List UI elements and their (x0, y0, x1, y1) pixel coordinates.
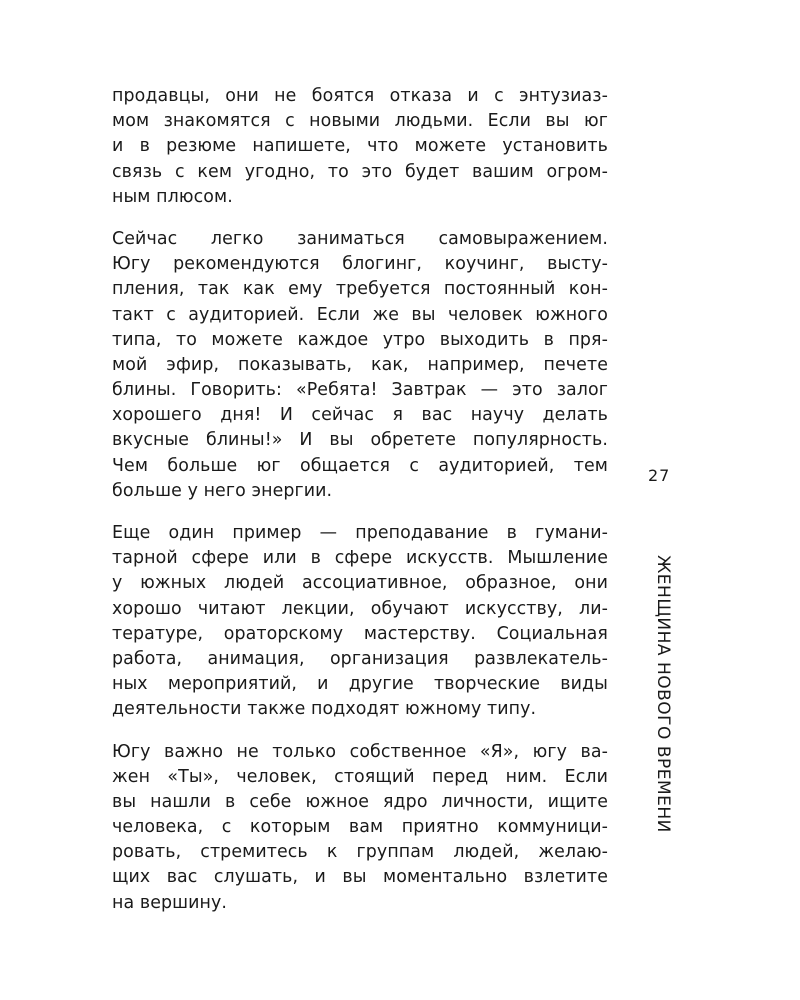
text-line: блины. Говорить: «Ребята! Завтрак — это залог (112, 380, 608, 401)
text-line: типа, то можете каждое утро выходить в пря- (112, 329, 608, 350)
text-line: мом знакомятся с новыми людьми. Если вы юг (112, 111, 608, 132)
paragraph-3 (112, 521, 608, 723)
text-line: тарной сфере или в сфере искусств. Мышление (112, 548, 608, 569)
text-line: Сейчас легко заниматься самовыражением. (112, 228, 608, 249)
page-number: 27 (648, 466, 671, 485)
text-line: ных мероприятий, и другие творческие виды (112, 674, 608, 695)
text-line: Югу важно не только собственное «Я», югу ва- (112, 741, 608, 762)
text-line: жен «Ты», человек, стоящий перед ним. Если (112, 766, 608, 787)
paragraph-2 (112, 227, 608, 504)
text-line: на вершину. (112, 892, 228, 913)
text-line: связь с кем угодно, то это будет вашим огром- (112, 161, 608, 182)
text-line: вкусные блины!» И вы обретете популярность. (112, 430, 608, 451)
text-line: деятельности также подходят южному типу. (112, 699, 537, 720)
text-line: Еще один пример — преподавание в гумани- (112, 523, 608, 543)
text-line: ровать, стремитесь к группам людей, желаю- (112, 842, 608, 863)
text-line: больше у него энергии. (112, 480, 333, 501)
text-line: вы нашли в себе южное ядро личности, ищите (112, 791, 608, 812)
text-line: тературе, ораторскому мастерству. Социальная (112, 623, 608, 644)
body-text (112, 84, 608, 933)
text-line: человека, с которым вам приятно коммуници- (112, 817, 608, 838)
text-line: такт с аудиторией. Если же вы человек южного (112, 304, 608, 325)
text-line: у южных людей ассоциативное, образное, они (112, 573, 608, 594)
text-line: продавцы, они не боятся отказа и с энтузиаз- (112, 86, 608, 106)
paragraph-1 (112, 84, 608, 210)
text-line: Югу рекомендуются блогинг, коучинг, высту- (112, 254, 608, 275)
text-line: мой эфир, показывать, как, например, печете (112, 354, 608, 375)
text-line: щих вас слушать, и вы моментально взлетите (112, 867, 608, 888)
text-line: работа, анимация, организация развлекатель- (112, 648, 608, 669)
text-line: и в резюме напишете, что можете установить (112, 136, 608, 157)
text-line: хорошо читают лекции, обучают искусству, ли- (112, 598, 608, 619)
text-line: Чем больше юг общается с аудиторией, тем (112, 455, 608, 476)
text-line: ным плюсом. (112, 186, 233, 207)
text-line: пления, так как ему требуется постоянный кон- (112, 279, 608, 300)
text-line: хорошего дня! И сейчас я вас научу делать (112, 405, 608, 426)
paragraph-4 (112, 740, 608, 916)
running-title: ЖЕНЩИНА НОВОГО ВРЕМЕНИ (653, 555, 673, 833)
